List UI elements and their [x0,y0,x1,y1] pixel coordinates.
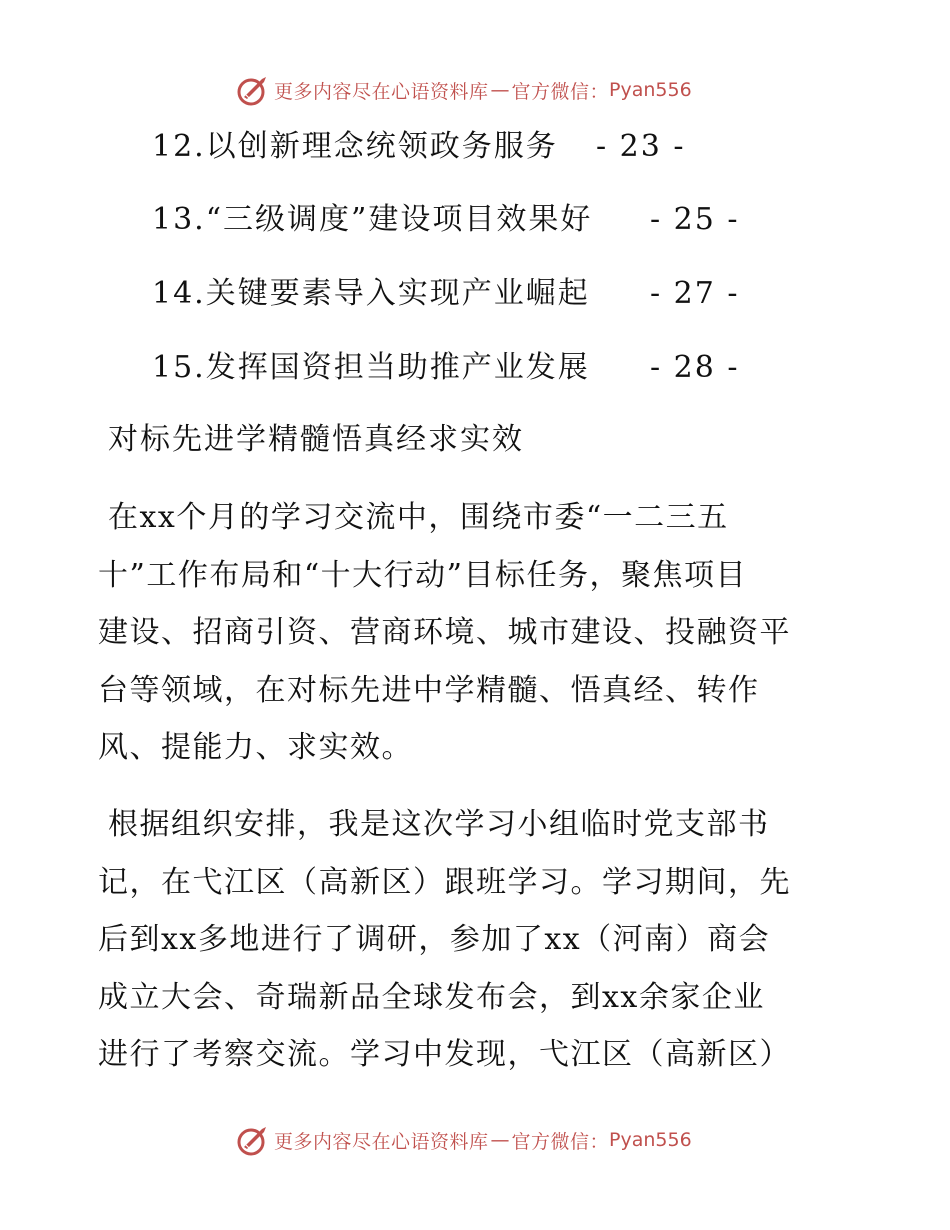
watermark-suffix: 官方微信： [511,1130,610,1153]
paragraph-line: 进行了考察交流。学习中发现，弋江区（高新区） [98,1037,791,1072]
toc-item-page: - 25 - [650,202,740,237]
paragraph-line: 建设、招商引资、营商环境、城市建设、投融资平 [98,615,791,650]
paragraph-2 [98,796,858,1084]
section-title: 对标先进学精髓悟真经求实效 [108,422,524,457]
quill-pen-circle-icon [236,73,270,107]
paragraph-1 [98,489,858,777]
watermark-footer [236,1122,692,1158]
watermark-wechat-id: Pyan556 [609,79,692,101]
paragraph-line: 十”工作布局和“十大行动”目标任务，聚焦项目 [98,557,748,593]
paragraph-line: 风、提能力、求实效。 [98,730,413,765]
watermark-text: 更多内容尽在心语资料库 [274,1130,489,1153]
toc-item-title: 13.“三级调度”建设项目效果好 [152,202,593,237]
paragraph-line: 后到xx多地进行了调研，参加了xx（河南）商会 [98,922,771,957]
paragraph-line: 记，在弋江区（高新区）跟班学习。学习期间，先 [98,864,791,900]
quill-pen-circle-icon [236,1123,270,1157]
toc-item [152,348,740,388]
toc-item [152,200,740,240]
watermark-suffix: 官方微信： [511,80,610,103]
paragraph-line: 根据组织安排，我是这次学习小组临时党支部书 [108,807,770,842]
watermark-separator: — [490,1129,510,1151]
watermark-header [236,72,692,108]
toc-item-page: - 28 - [650,350,740,385]
watermark-text: 更多内容尽在心语资料库 [274,80,489,103]
watermark-wechat-id: Pyan556 [609,1129,692,1151]
toc-item-page: - 27 - [650,276,740,311]
toc-item-page: - 23 - [596,129,686,164]
paragraph-line: 在xx个月的学习交流中，围绕市委“一二三五 [108,500,729,535]
toc-item [152,274,740,314]
watermark-separator: — [490,79,510,101]
toc-item-title: 12.以创新理念统领政务服务 [152,129,558,164]
paragraph-line: 成立大会、奇瑞新品全球发布会，到xx余家企业 [98,979,765,1015]
toc-item [152,127,686,167]
toc-item-title: 14.关键要素导入实现产业崛起 [152,276,590,311]
toc-item-title: 15.发挥国资担当助推产业发展 [152,350,590,385]
paragraph-line: 台等领域，在对标先进中学精髓、悟真经、转作 [98,672,760,708]
